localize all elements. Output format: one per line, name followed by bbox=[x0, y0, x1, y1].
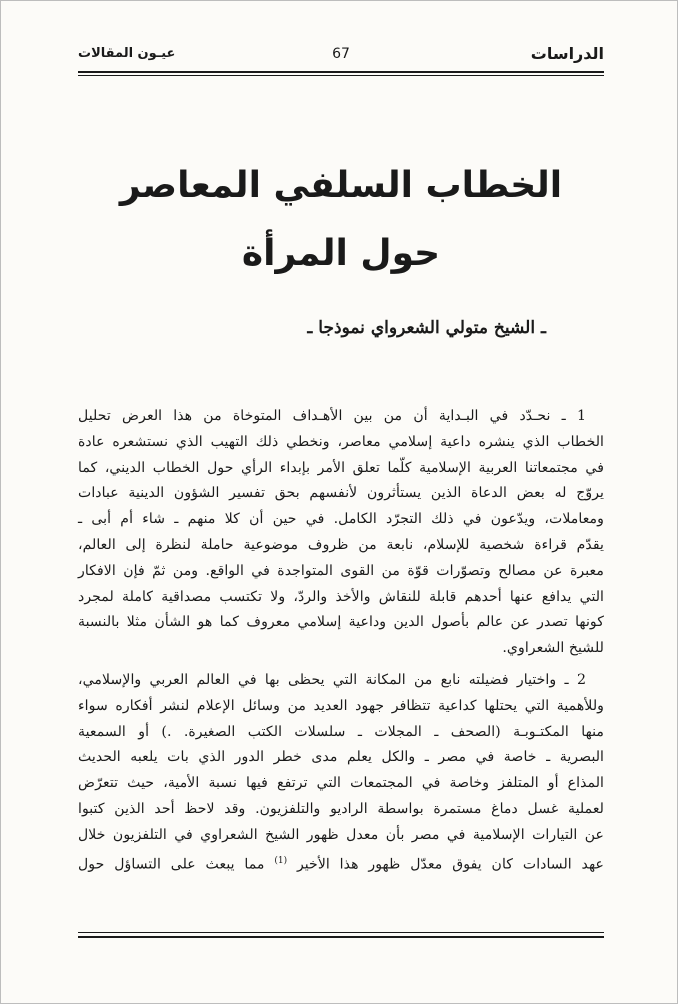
article-title-line-2: حول المرأة bbox=[241, 233, 441, 274]
text-line: 1 ـ نحـدّد في البـداية أن من بين الأهـداف المتوخاة من هذا العرض تحليل bbox=[78, 408, 586, 424]
text-line: ومعاملات، ويدّعون في ذلك التجرّد الكامل. في حين أن كلا منهم ـ شاء أم أبى ـ bbox=[78, 511, 604, 528]
page-number: 67 bbox=[332, 46, 350, 62]
running-header bbox=[78, 44, 604, 70]
article-title-line-1: الخطاب السلفي المعاصر bbox=[119, 165, 563, 206]
text-line: التي يدافع عنها أحدهم قابلة للنقاش والأخذ والردّ، ولا تكتسب مصداقية كاملة لمجرد bbox=[78, 588, 604, 605]
text-line: للشيخ الشعراوي. bbox=[502, 640, 604, 657]
text-line: يقدّم قراءة شخصية للإسلام، نابعة من ظروف موضوعية حاملة لنظرة إلى العالم، bbox=[78, 536, 604, 553]
text-line: يروّج له بعض الدعاة الذين يستأثرون لأنفسهم بحق تفسير الشؤون الدينية عبادات bbox=[78, 485, 604, 502]
header-rule-thin bbox=[78, 75, 604, 76]
text-line: البصرية ـ خاصة في مصر ـ والكل يعلم مدى خطر الدور الذي بات يلعبه الحديث bbox=[78, 749, 604, 766]
text-line-with-footnote bbox=[78, 849, 604, 879]
paragraph-1 bbox=[78, 404, 604, 662]
footnote-ref[interactable]: (1) bbox=[274, 855, 288, 866]
journal-name: عيـون المقالات bbox=[78, 46, 176, 61]
text-line: معبرة عن مصالح وتصوّرات قوّة من القوى المتواجدة في الواقع. ومن ثمّ فإن الافكار bbox=[78, 562, 604, 579]
article-body bbox=[78, 404, 604, 884]
text-line: المذاع أو المتلفز وخاصة في المجتمعات التي ترتفع فيها نسبة الأمية، حيث تتعرّض bbox=[78, 775, 604, 792]
footer-rule-thick bbox=[78, 936, 604, 938]
text-line: كونها تصدر عن عالم بأصول الدين وداعية إسلامي معروف كما هو الشأن مثلا بالنسبة bbox=[78, 614, 604, 631]
text-line: 2 ـ واختيار فضيلته نابع من المكانة التي يحظى بها في العالم العربي والإسلامي، bbox=[78, 671, 586, 688]
text-line: عن التيارات الإسلامية في مصر بأن معدل ظهور الشيخ الشعراوي في التلفزيون خلال bbox=[78, 826, 604, 843]
paragraph-2 bbox=[78, 668, 604, 878]
section-name: الدراسات bbox=[530, 44, 604, 63]
text-line: منها المكتـوبـة (الصحف ـ المجلات ـ سلسلات الكتب الصغيرة. .) أو السمعية bbox=[78, 723, 604, 740]
text-segment: مما يبعث على التساؤل حول bbox=[78, 856, 265, 873]
text-line: في مجتمعاتنا العربية الإسلامية كلّما تعلق الأمر بإبداء الرأي حول الخطاب الديني، كما bbox=[78, 459, 604, 476]
footer-rule-thin bbox=[78, 932, 604, 933]
article-subtitle: ـ الشيخ متولي الشعرواي نموذجا ـ bbox=[307, 318, 546, 338]
text-line: الخطاب الذي ينشره داعية إسلامي معاصر، ونخطي ذلك التهيب الذي نستشعره عادة bbox=[78, 433, 604, 450]
text-segment: عهد السادات كان يفوق معدّل ظهور هذا الأخير bbox=[296, 856, 604, 873]
header-rule-thick bbox=[78, 71, 604, 73]
text-line: لعملية غسل دماغ مستمرة بواسطة الراديو والتلفزيون. وقد لاحظ أحد الذين كتبوا bbox=[78, 800, 604, 817]
text-line: وللأهمية التي يحتلها كداعية تتظافر جهود العديد من وسائل الإعلام لنشر أفكاره سواء bbox=[78, 697, 604, 714]
